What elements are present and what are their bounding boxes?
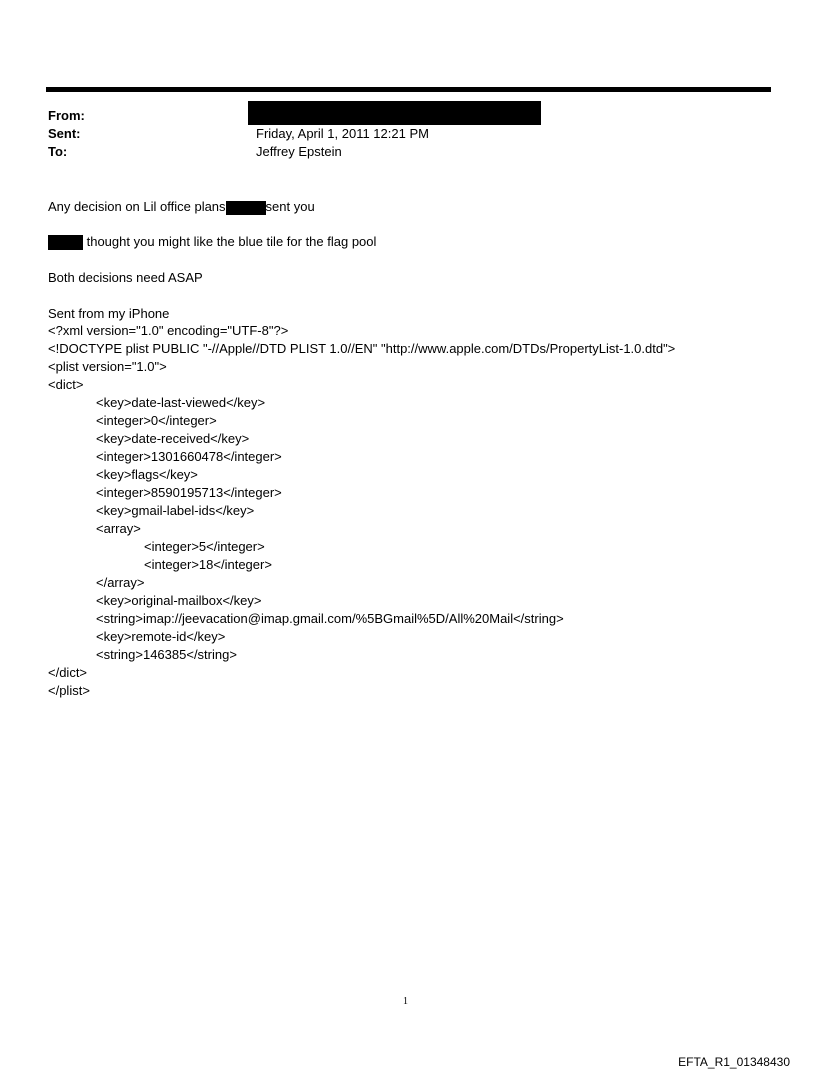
redaction-block — [226, 201, 266, 215]
message-line-2 — [48, 233, 376, 251]
plist-line: <dict> — [48, 377, 84, 392]
from-redaction — [248, 101, 541, 125]
to-value: Jeffrey Epstein — [256, 144, 342, 159]
plist-line: </array> — [96, 575, 145, 590]
message-line-3: Both decisions need ASAP — [48, 270, 203, 285]
bates-number: EFTA_R1_01348430 — [678, 1055, 790, 1069]
plist-line: <string>146385</string> — [96, 647, 237, 662]
plist-line: <key>flags</key> — [96, 467, 198, 482]
plist-line: <string>imap://jeevacation@imap.gmail.com/%5BGmail%5D/All%20Mail</string> — [96, 611, 564, 626]
plist-line: <key>remote-id</key> — [96, 629, 226, 644]
sent-label: Sent: — [48, 126, 81, 141]
plist-line: <integer>5</integer> — [144, 539, 265, 554]
plist-block — [48, 322, 675, 700]
plist-line: <integer>8590195713</integer> — [96, 485, 282, 500]
redaction-block — [48, 235, 83, 250]
plist-line: <integer>1301660478</integer> — [96, 449, 282, 464]
plist-line: <integer>0</integer> — [96, 413, 217, 428]
sent-value: Friday, April 1, 2011 12:21 PM — [256, 126, 429, 141]
sent-row — [48, 125, 648, 143]
header-rule — [46, 87, 771, 92]
plist-line: <key>date-received</key> — [96, 431, 250, 446]
plist-line: <array> — [96, 521, 141, 536]
to-row — [48, 143, 648, 161]
page-number: 1 — [403, 996, 408, 1007]
message-line-2-text: thought you might like the blue tile for the flag pool — [83, 234, 377, 249]
plist-line: <?xml version="1.0" encoding="UTF-8"?> — [48, 323, 289, 338]
message-line-1 — [48, 198, 315, 216]
message-line-1-start: Any decision on Lil office plans — [48, 199, 226, 214]
plist-line: </dict> — [48, 665, 88, 680]
plist-line: <!DOCTYPE plist PUBLIC "-//Apple//DTD PLIST 1.0//EN" "http://www.apple.com/DTDs/PropertyList-1.0.dtd"> — [48, 341, 676, 356]
plist-line: <key>gmail-label-ids</key> — [96, 503, 255, 518]
to-label: To: — [48, 144, 68, 159]
plist-line: <key>date-last-viewed</key> — [96, 395, 266, 410]
from-label: From: — [48, 108, 85, 123]
plist-line: <plist version="1.0"> — [48, 359, 167, 374]
message-line-1-end: sent you — [265, 199, 315, 214]
signature: Sent from my iPhone — [48, 306, 170, 321]
plist-line: <key>original-mailbox</key> — [96, 593, 262, 608]
from-row — [48, 107, 648, 125]
plist-line: </plist> — [48, 683, 90, 698]
plist-line: <integer>18</integer> — [144, 557, 272, 572]
